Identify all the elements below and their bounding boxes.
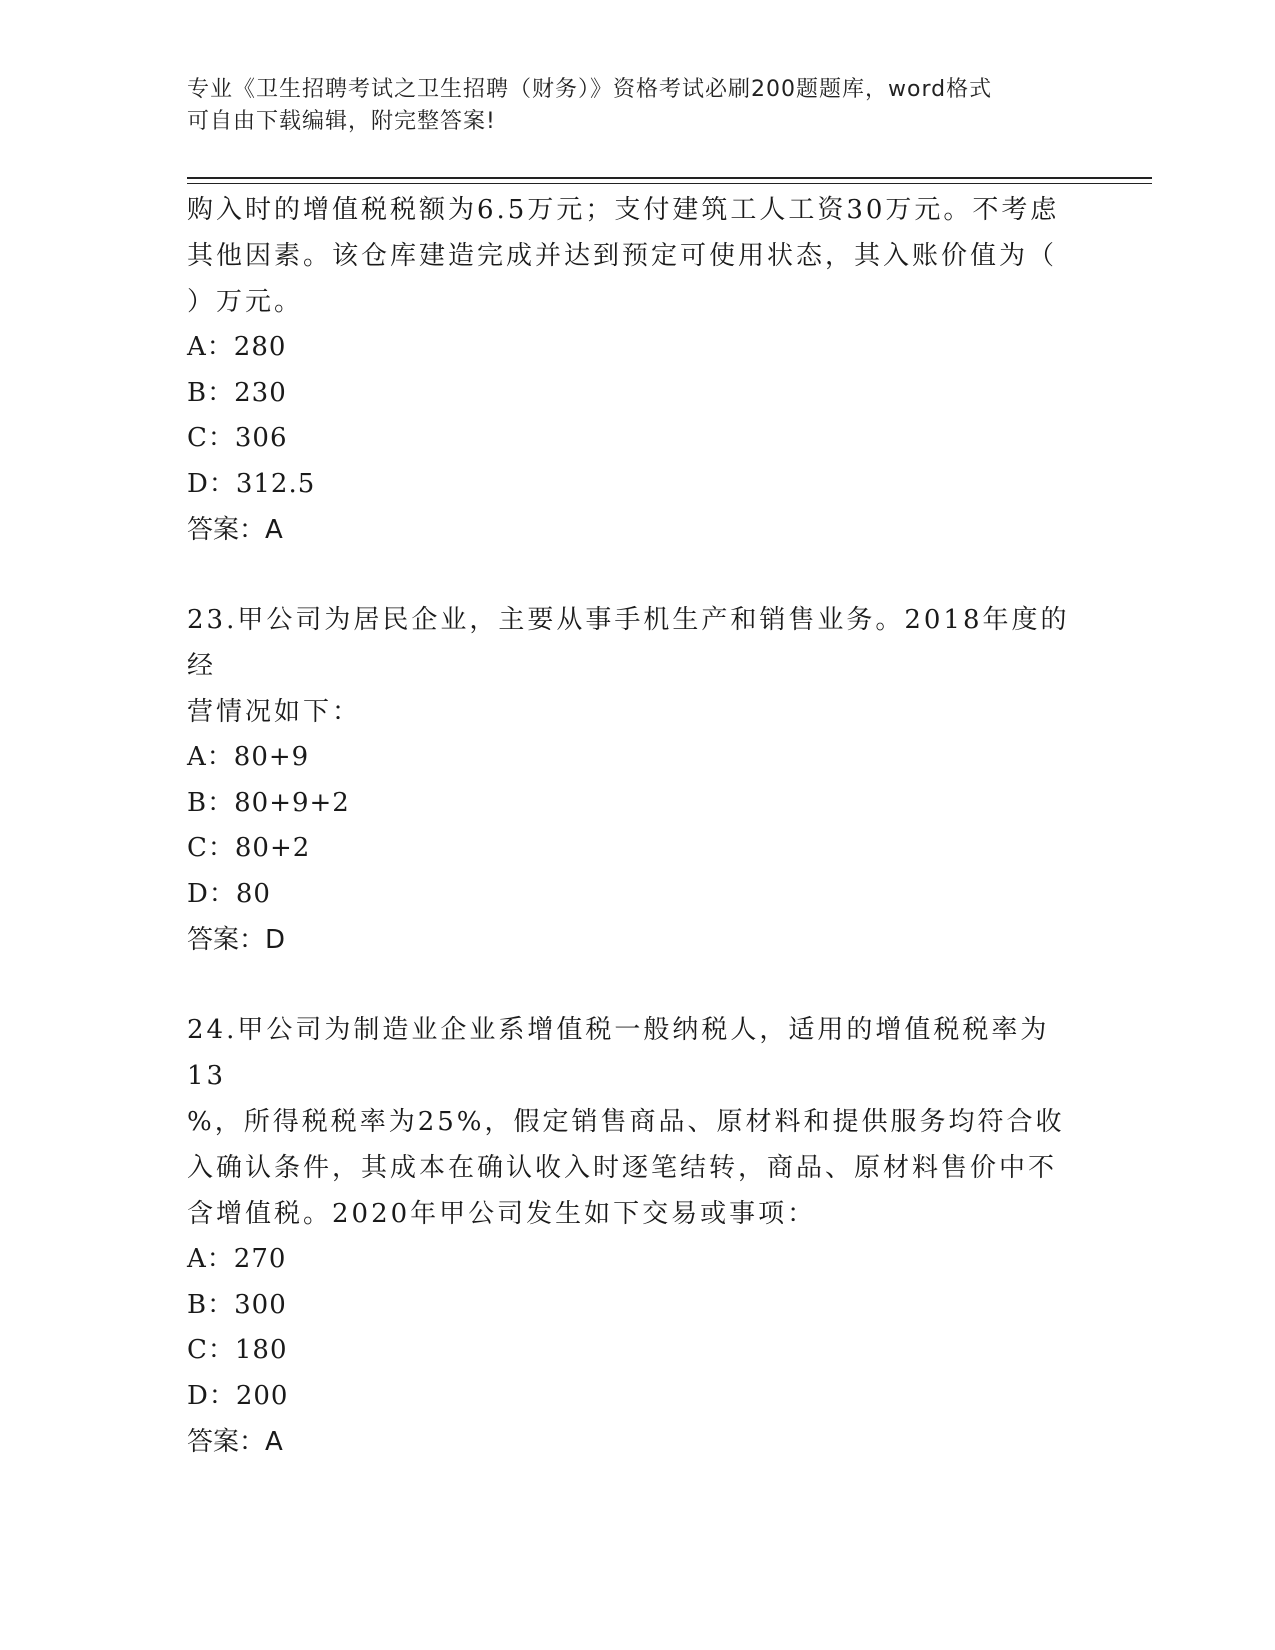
option-b: B：80+9+2 xyxy=(187,787,350,818)
header-line-2: 可自由下载编辑，附完整答案! xyxy=(187,109,496,134)
option-a: A：280 xyxy=(187,332,287,362)
option-d: D：200 xyxy=(187,1380,289,1411)
option-b: B：300 xyxy=(187,1289,287,1320)
header-divider-thin xyxy=(187,183,1152,184)
answer-label: 答案：D xyxy=(187,925,286,955)
question-text-line: 营情况如下： xyxy=(187,697,362,727)
question-text-line: 入确认条件，其成本在确认收入时逐笔结转，商品、原材料售价中不 xyxy=(187,1153,1058,1183)
question-text-line: %，所得税税率为25%，假定销售商品、原材料和提供服务均符合收 xyxy=(187,1107,1065,1137)
option-d: D：80 xyxy=(187,878,271,909)
question-item xyxy=(187,187,1087,553)
question-text-line: 含增值税。2020年甲公司发生如下交易或事项： xyxy=(187,1199,817,1229)
option-a: A：80+9 xyxy=(187,742,310,772)
question-text-line: ）万元。 xyxy=(187,287,304,317)
question-item xyxy=(187,597,1087,963)
question-list xyxy=(187,187,1087,1465)
option-d: D：312.5 xyxy=(187,468,316,499)
option-c: C：80+2 xyxy=(187,833,311,863)
header-divider-thick xyxy=(187,177,1152,179)
option-c: C：306 xyxy=(187,423,288,453)
option-b: B：230 xyxy=(187,377,287,408)
answer-label: 答案：A xyxy=(187,1427,283,1457)
question-text-line: 23.甲公司为居民企业，主要从事手机生产和销售业务。2018年度的经 xyxy=(187,605,1070,681)
answer-label: 答案：A xyxy=(187,515,283,545)
question-text-line: 24.甲公司为制造业企业系增值税一般纳税人，适用的增值税税率为13 xyxy=(187,1015,1050,1091)
header-line-1: 专业《卫生招聘考试之卫生招聘（财务）》资格考试必刷200题题库，word格式 xyxy=(187,77,993,102)
document-header xyxy=(187,74,1067,138)
question-item xyxy=(187,1007,1087,1465)
question-text-line: 购入时的增值税税额为6.5万元；支付建筑工人工资30万元。不考虑 xyxy=(187,195,1060,225)
question-text-line: 其他因素。该仓库建造完成并达到预定可使用状态，其入账价值为（ xyxy=(187,241,1058,271)
option-a: A：270 xyxy=(187,1244,287,1274)
option-c: C：180 xyxy=(187,1335,288,1365)
